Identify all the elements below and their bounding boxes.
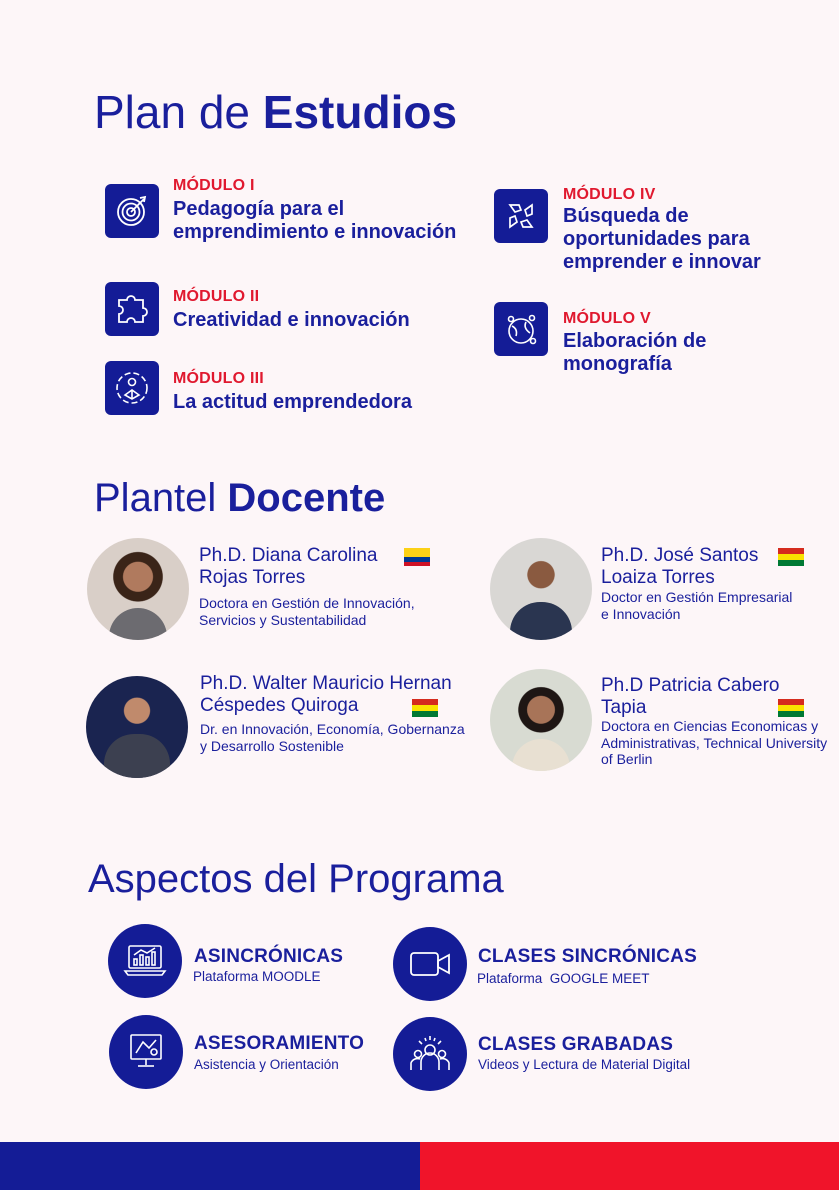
module-4-title: Búsqueda de oportunidades para emprender e innovar [563, 205, 761, 273]
avatar [490, 669, 592, 771]
laptop-chart-icon [108, 924, 182, 998]
aspect-3-title: ASESORAMIENTO [194, 1033, 365, 1054]
bolivia-flag-icon [412, 699, 438, 717]
module-5-label: MÓDULO V [563, 310, 651, 327]
teacher-4-description: Doctora en Ciencias Economicas y Administrativas, Technical University of Berlin [601, 718, 828, 767]
teacher-1-name: Ph.D. Diana Carolina Rojas Torres [199, 545, 378, 588]
module-3-title: La actitud emprendedora [173, 391, 412, 413]
video-camera-icon [393, 927, 467, 1001]
teacher-4-name: Ph.D Patricia Cabero Tapia [601, 675, 780, 718]
teacher-3-name: Ph.D. Walter Mauricio Hernan Céspedes Quiroga [200, 673, 452, 716]
plan-heading-light: Plan de [94, 86, 263, 138]
teacher-2-name: Ph.D. José Santos Loaiza Torres [601, 545, 759, 588]
module-2-label: MÓDULO II [173, 288, 260, 305]
plan-heading [94, 86, 457, 138]
hands-together-icon [494, 189, 548, 243]
footer-bar-blue [0, 1142, 420, 1190]
aspect-2-subtitle: Plataforma GOOGLE MEET [477, 971, 650, 986]
plantel-heading-bold: Docente [227, 476, 386, 520]
avatar [490, 538, 592, 640]
teacher-2-description: Doctor en Gestión Empresarial e Innovación [601, 589, 793, 622]
puzzle-icon [105, 282, 159, 336]
aspect-1-title: ASINCRÓNICAS [194, 946, 344, 967]
globe-network-icon [494, 302, 548, 356]
person-cycle-icon [105, 361, 159, 415]
colombia-flag-icon [404, 548, 430, 566]
group-people-icon [393, 1017, 467, 1091]
teacher-1-description: Doctora en Gestión de Innovación, Servicios y Sustentabilidad [199, 595, 415, 628]
monitor-presenter-icon [109, 1015, 183, 1089]
aspect-1-subtitle: Plataforma MOODLE [193, 969, 321, 984]
teacher-3-description: Dr. en Innovación, Economía, Gobernanza y Desarrollo Sostenible [200, 721, 465, 754]
avatar [86, 676, 188, 778]
plan-heading-bold: Estudios [262, 86, 458, 138]
module-5-title: Elaboración de monografía [563, 330, 707, 375]
footer-bar-red [420, 1142, 839, 1190]
aspect-4-subtitle: Videos y Lectura de Material Digital [478, 1057, 691, 1072]
module-2-title: Creatividad e innovación [173, 309, 410, 331]
bolivia-flag-icon [778, 548, 804, 566]
aspectos-heading: Aspectos del Programa [88, 857, 504, 901]
plantel-heading [94, 476, 385, 520]
bolivia-flag-icon [778, 699, 804, 717]
module-1-title: Pedagogía para el emprendimiento e innovación [173, 198, 457, 243]
target-icon [105, 184, 159, 238]
module-4-label: MÓDULO IV [563, 186, 656, 203]
aspect-2-title: CLASES SINCRÓNICAS [478, 946, 697, 967]
module-3-label: MÓDULO III [173, 370, 264, 387]
module-1-label: MÓDULO I [173, 177, 255, 194]
plantel-heading-light: Plantel [94, 476, 228, 520]
aspect-3-subtitle: Asistencia y Orientación [194, 1057, 339, 1072]
aspect-4-title: CLASES GRABADAS [478, 1034, 674, 1055]
avatar [87, 538, 189, 640]
